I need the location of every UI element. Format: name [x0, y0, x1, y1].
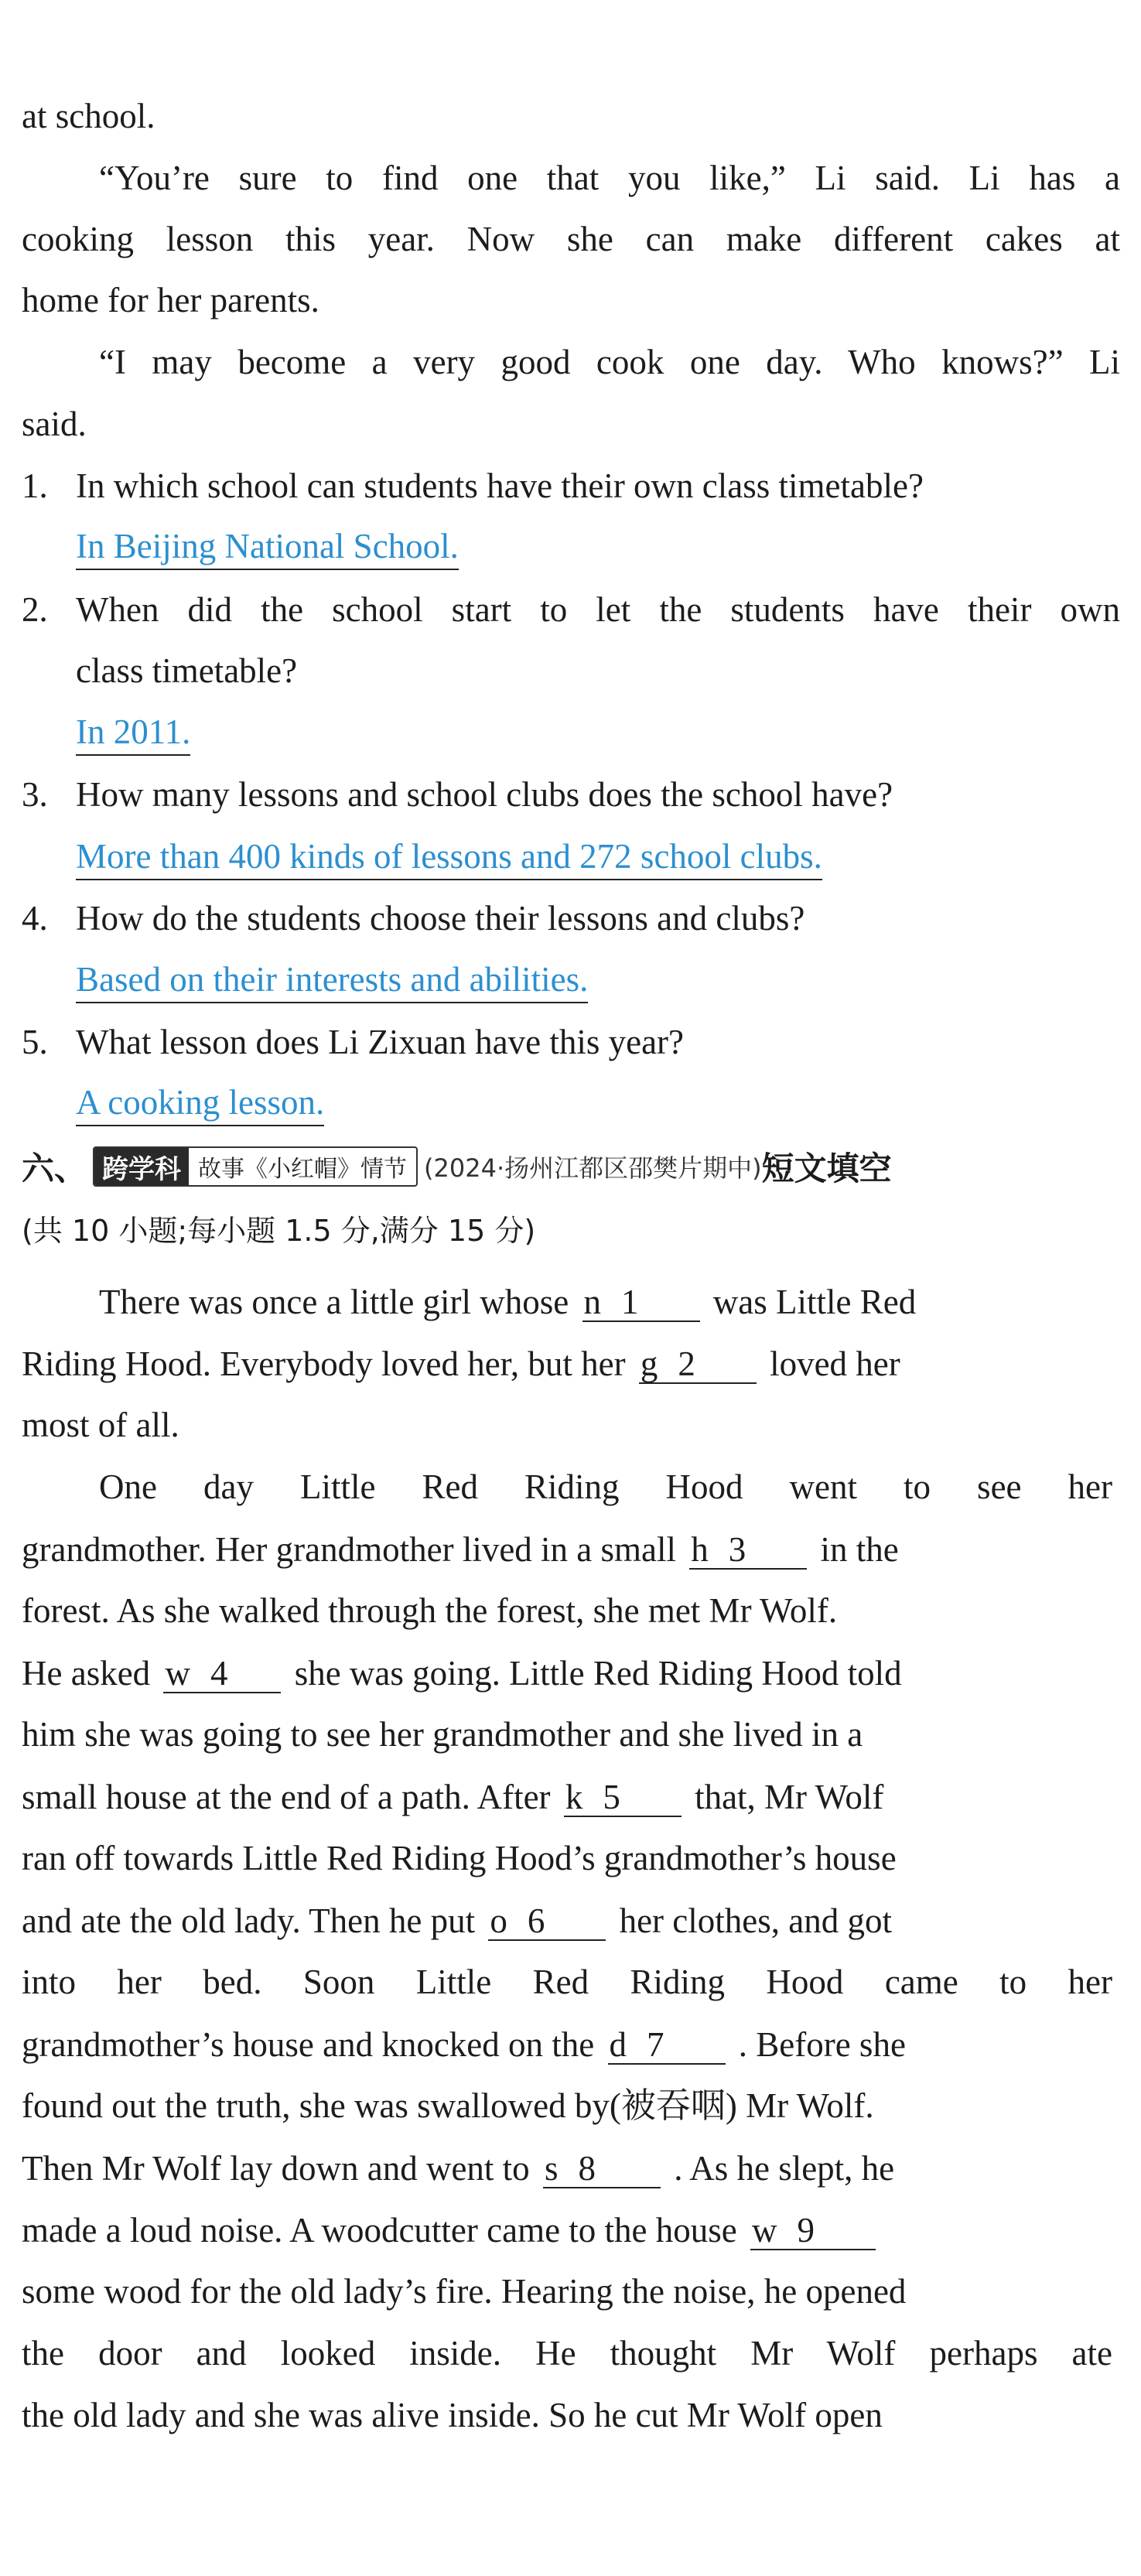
question-number: 1.	[22, 466, 48, 505]
blank-1[interactable]: n 1	[582, 1284, 700, 1322]
answer-text: More than 400 kinds of lessons and 272 school clubs.	[76, 839, 822, 880]
passage-line: Then Mr Wolf lay down and went to s 8 . As he slept, he	[22, 2149, 895, 2188]
passage-line: found out the truth, she was swallowed by(被吞咽) Mr Wolf.	[22, 2086, 874, 2125]
subject-tag	[93, 1146, 418, 1187]
question-number: 4.	[22, 899, 48, 938]
passage-line: ran off towards Little Red Riding Hood’s grandmother’s house	[22, 1839, 897, 1877]
question-text: When did the school start to let the students have their own	[76, 590, 1120, 629]
passage-line: He asked w 4 she was going. Little Red Riding Hood told	[22, 1654, 902, 1693]
tag-interdisciplinary: 跨学科	[94, 1148, 189, 1185]
section-instruction: (共 10 小题;每小题 1.5 分,满分 15 分)	[22, 1214, 536, 1248]
section-title: 短文填空	[761, 1150, 892, 1187]
passage-line: into her bed. Soon Little Red Riding Hood came to her	[22, 1963, 1112, 2001]
section-number: 六、	[22, 1150, 87, 1187]
passage-line: most of all.	[22, 1406, 179, 1444]
blank-5[interactable]: k 5	[564, 1779, 682, 1817]
section-heading	[22, 1143, 892, 1190]
blank-4[interactable]: w 4	[163, 1655, 281, 1693]
passage-line: made a loud noise. A woodcutter came to the house w 9	[22, 2212, 880, 2250]
answer-text: In 2011.	[76, 715, 190, 756]
tag-topic: 故事《小红帽》情节	[198, 1156, 408, 1183]
reading-line: said.	[22, 405, 87, 443]
passage-line: and ate the old lady. Then he put o 6 her clothes, and got	[22, 1901, 892, 1940]
passage-line: some wood for the old lady’s fire. Hearing the noise, he opened	[22, 2272, 907, 2311]
blank-9[interactable]: w 9	[750, 2212, 876, 2250]
blank-7[interactable]: d 7	[608, 2027, 726, 2065]
reading-line: at school.	[22, 97, 155, 135]
question-text: What lesson does Li Zixuan have this year?	[76, 1023, 685, 1061]
passage-line: the old lady and she was alive inside. So he cut Mr Wolf open	[22, 2396, 883, 2434]
reading-line: home for her parents.	[22, 281, 319, 319]
reading-line: “You’re sure to find one that you like,” Li said. Li has a	[99, 159, 1120, 197]
question-number: 2.	[22, 590, 48, 629]
blank-6[interactable]: o 6	[488, 1903, 606, 1941]
passage-line: grandmother’s house and knocked on the d 7 . Before she	[22, 2025, 906, 2064]
passage-line: him she was going to see her grandmother and she lived in a	[22, 1715, 863, 1754]
question-text: class timetable?	[76, 651, 298, 690]
answer-text: Based on their interests and abilities.	[76, 962, 588, 1003]
answer-text: In Beijing National School.	[76, 529, 459, 570]
passage-line: grandmother. Her grandmother lived in a small h 3 in the	[22, 1530, 899, 1569]
question-text: How do the students choose their lessons and clubs?	[76, 899, 805, 938]
question-text: How many lessons and school clubs does the school have?	[76, 775, 893, 814]
passage-line: One day Little Red Riding Hood went to see her	[99, 1467, 1112, 1506]
passage-line: forest. As she walked through the forest, she met Mr Wolf.	[22, 1591, 838, 1630]
question-text: In which school can students have their own class timetable?	[76, 466, 924, 505]
question-number: 3.	[22, 775, 48, 814]
blank-2[interactable]: g 2	[639, 1346, 757, 1384]
blank-3[interactable]: h 3	[689, 1532, 807, 1570]
passage-line: Riding Hood. Everybody loved her, but her g 2 loved her	[22, 1344, 900, 1383]
reading-line: cooking lesson this year. Now she can make different cakes at	[22, 220, 1120, 258]
source-note: (2024·扬州江都区邵樊片期中)	[424, 1153, 762, 1183]
question-number: 5.	[22, 1023, 48, 1061]
blank-8[interactable]: s 8	[543, 2151, 661, 2188]
passage-line: small house at the end of a path. After k 5 that, Mr Wolf	[22, 1778, 884, 1816]
answer-text: A cooking lesson.	[76, 1085, 324, 1126]
reading-line: “I may become a very good cook one day. Who knows?” Li	[99, 343, 1120, 381]
passage-line: the door and looked inside. He thought Mr Wolf perhaps ate	[22, 2334, 1112, 2373]
passage-line: There was once a little girl whose n 1 was Little Red	[99, 1283, 917, 1321]
